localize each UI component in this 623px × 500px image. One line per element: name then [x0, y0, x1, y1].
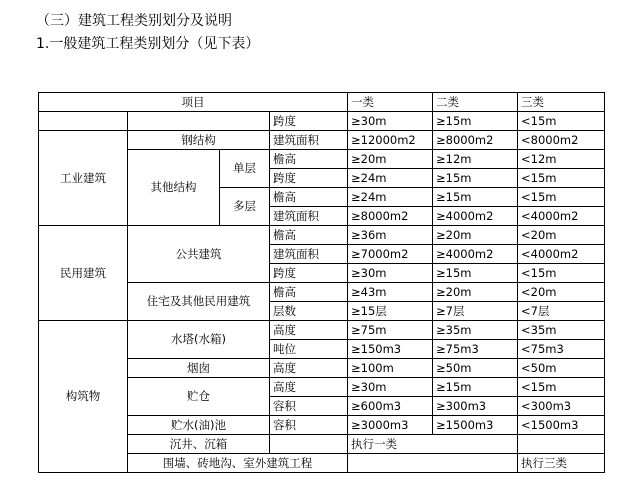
- class3-cell: <15m: [518, 264, 605, 283]
- class3-cell: <50m: [518, 359, 605, 378]
- header-class2: 二类: [433, 93, 518, 112]
- class3-cell: <300m3: [518, 397, 605, 416]
- subcategory-walls: 围墙、砖地沟、室外建筑工程: [128, 454, 348, 473]
- header-class3: 三类: [518, 93, 605, 112]
- class2-cell: ≥1500m3: [433, 416, 518, 435]
- metric-cell: 建筑面积: [270, 131, 348, 150]
- subcategory-public: 公共建筑: [128, 226, 270, 283]
- class3-cell: <8000m2: [518, 131, 605, 150]
- section-heading: （三）建筑工程类别划分及说明: [36, 13, 232, 29]
- subcategory-steel: 钢结构: [128, 131, 270, 150]
- class2-cell: ≥15m: [433, 378, 518, 397]
- class2-cell: ≥15m: [433, 188, 518, 207]
- storey-multi: 多层: [220, 188, 270, 226]
- class3-cell: <15m: [518, 188, 605, 207]
- class3-cell: <35m: [518, 321, 605, 340]
- category-industrial: 工业建筑: [39, 131, 128, 226]
- table-row: [39, 226, 605, 245]
- category-civil: 民用建筑: [39, 226, 128, 321]
- class1-cell: ≥20m: [348, 150, 433, 169]
- metric-cell: 檐高: [270, 150, 348, 169]
- class1-cell: ≥30m: [348, 378, 433, 397]
- class1-cell: ≥7000m2: [348, 245, 433, 264]
- class1-cell: ≥3000m3: [348, 416, 433, 435]
- class1-cell: ≥600m3: [348, 397, 433, 416]
- class3-cell: <20m: [518, 226, 605, 245]
- table-row: [39, 112, 605, 131]
- class1-cell: ≥150m3: [348, 340, 433, 359]
- class3-cell: <7层: [518, 302, 605, 321]
- class1-cell: ≥30m: [348, 264, 433, 283]
- metric-cell: 高度: [270, 378, 348, 397]
- class2-cell: ≥35m: [433, 321, 518, 340]
- subcategory-water-tower: 水塔(水箱): [128, 321, 270, 359]
- empty-cell: [518, 435, 605, 454]
- class3-cell: <4000m2: [518, 245, 605, 264]
- class1-cell: ≥75m: [348, 321, 433, 340]
- category-structures: 构筑物: [39, 321, 128, 473]
- class2-cell: ≥4000m2: [433, 245, 518, 264]
- metric-cell: 檐高: [270, 283, 348, 302]
- class3-cell: <20m: [518, 283, 605, 302]
- table-header-row: [39, 93, 605, 112]
- class3-cell: <1500m3: [518, 416, 605, 435]
- metric-cell: 高度: [270, 321, 348, 340]
- subcategory-caisson: 沉井、沉箱: [128, 435, 270, 454]
- table-row: [39, 321, 605, 340]
- header-item: 项目: [39, 93, 348, 112]
- subcategory-residential: 住宅及其他民用建筑: [128, 283, 270, 321]
- subcategory-other: 其他结构: [128, 150, 220, 226]
- empty-cell: [270, 435, 348, 454]
- class2-cell: ≥20m: [433, 283, 518, 302]
- class3-cell: <4000m2: [518, 207, 605, 226]
- class1-cell: ≥43m: [348, 283, 433, 302]
- metric-cell: 檐高: [270, 226, 348, 245]
- empty-cell: [128, 112, 270, 131]
- storey-single: 单层: [220, 150, 270, 188]
- class1-cell: ≥8000m2: [348, 207, 433, 226]
- class1-cell: ≥12000m2: [348, 131, 433, 150]
- class3-cell: <75m3: [518, 340, 605, 359]
- class2-cell: ≥50m: [433, 359, 518, 378]
- empty-cell: [39, 112, 128, 131]
- metric-cell: 跨度: [270, 169, 348, 188]
- class2-cell: ≥12m: [433, 150, 518, 169]
- class2-cell: ≥300m3: [433, 397, 518, 416]
- metric-cell: 高度: [270, 359, 348, 378]
- class2-cell: ≥7层: [433, 302, 518, 321]
- class2-cell: ≥15m: [433, 264, 518, 283]
- metric-cell: 容积: [270, 397, 348, 416]
- metric-cell: 吨位: [270, 340, 348, 359]
- caisson-rule-cell: 执行一类: [348, 435, 518, 454]
- metric-cell: 跨度: [270, 112, 348, 131]
- class2-cell: ≥4000m2: [433, 207, 518, 226]
- header-class1: 一类: [348, 93, 433, 112]
- class1-cell: ≥100m: [348, 359, 433, 378]
- class2-cell: ≥20m: [433, 226, 518, 245]
- class1-cell: ≥15层: [348, 302, 433, 321]
- building-classification-table: [38, 92, 605, 473]
- class2-cell: ≥8000m2: [433, 131, 518, 150]
- walls-rule-cell: 执行三类: [518, 454, 605, 473]
- metric-cell: 跨度: [270, 264, 348, 283]
- class1-cell: ≥30m: [348, 112, 433, 131]
- class1-cell: ≥24m: [348, 188, 433, 207]
- metric-cell: 建筑面积: [270, 207, 348, 226]
- metric-cell: 建筑面积: [270, 245, 348, 264]
- metric-cell: 层数: [270, 302, 348, 321]
- subcategory-pool: 贮水(油)池: [128, 416, 270, 435]
- subsection-heading: 1.一般建筑工程类别划分（见下表）: [36, 36, 260, 52]
- table-row: [39, 131, 605, 150]
- metric-cell: 檐高: [270, 188, 348, 207]
- class2-cell: ≥15m: [433, 169, 518, 188]
- class3-cell: <12m: [518, 150, 605, 169]
- empty-cell: [348, 454, 518, 473]
- class2-cell: ≥15m: [433, 112, 518, 131]
- class3-cell: <15m: [518, 169, 605, 188]
- class1-cell: ≥24m: [348, 169, 433, 188]
- class2-cell: ≥75m3: [433, 340, 518, 359]
- class1-cell: ≥36m: [348, 226, 433, 245]
- class3-cell: <15m: [518, 112, 605, 131]
- metric-cell: 容积: [270, 416, 348, 435]
- subcategory-silo: 贮仓: [128, 378, 270, 416]
- class3-cell: <15m: [518, 378, 605, 397]
- subcategory-chimney: 烟囱: [128, 359, 270, 378]
